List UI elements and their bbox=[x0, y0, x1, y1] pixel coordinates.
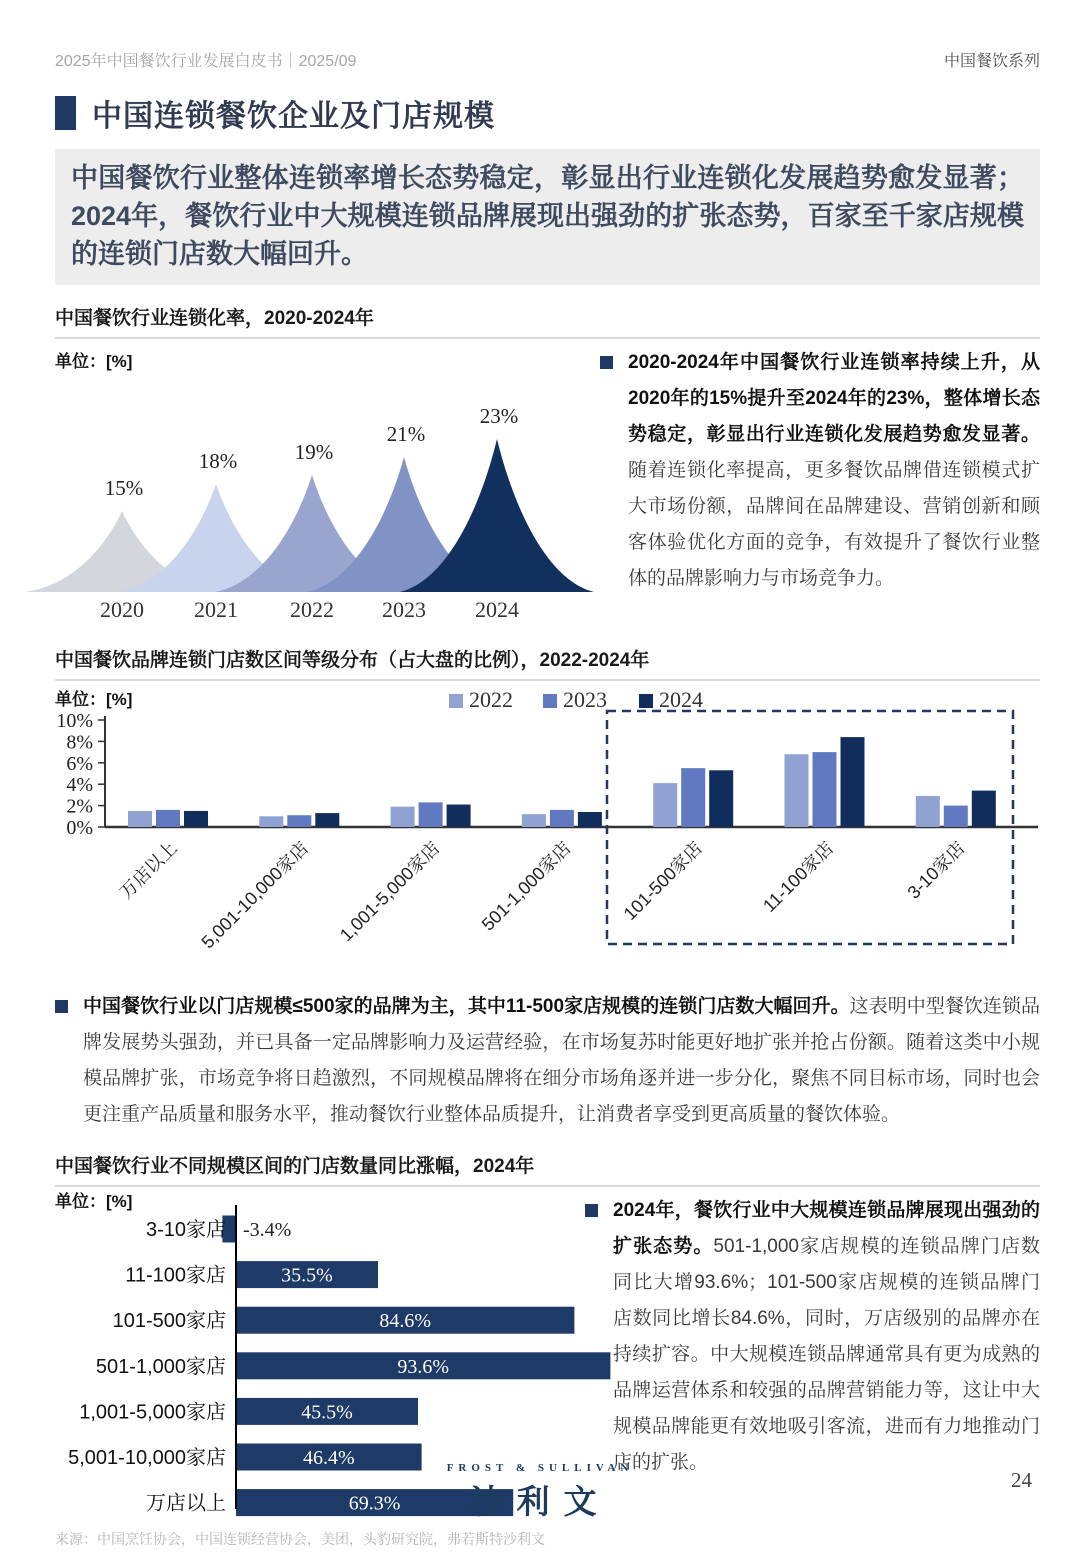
bar-2023-1,001-5,000家店 bbox=[419, 802, 443, 827]
page-footer bbox=[0, 1462, 1080, 1523]
bar-2022-501-1,000家店 bbox=[522, 814, 546, 827]
chart3-title: 中国餐饮行业不同规模区间的门店数量同比涨幅，2024年 bbox=[55, 1151, 1040, 1187]
paragraph-bold: 中国餐饮行业以门店规模≤500家的品牌为主，其中11-500家店规模的连锁门店数大幅回升。 bbox=[83, 996, 850, 1017]
source-line: 来源：中国烹饪协会，中国连锁经营协会，美团，头豹研究院，弗若斯特沙利文 bbox=[55, 1531, 545, 1547]
insight2-bold: 2024年，餐饮行业中大规模连锁品牌展现出强劲的扩张态势。 bbox=[613, 1200, 1040, 1257]
distribution-chart-svg bbox=[45, 681, 1045, 973]
chart2-category-label: 11-100家店 bbox=[759, 837, 838, 916]
chart1-row bbox=[55, 339, 1040, 627]
hbar-value-label: 84.6% bbox=[379, 1310, 432, 1333]
legend-label-2024: 2024 bbox=[659, 687, 703, 712]
triangle-value-label: 21% bbox=[386, 422, 426, 446]
chart1-title: 中国餐饮行业连锁化率，2020-2024年 bbox=[55, 303, 1040, 339]
chart2-category-label: 1,001-5,000家店 bbox=[335, 837, 444, 946]
chart1-unit-label: 单位：[%] bbox=[55, 352, 133, 371]
header-right-text: 中国餐饮系列 bbox=[943, 53, 1040, 70]
logo-main-text: 沙利文 bbox=[469, 1483, 611, 1520]
chart2-category-label: 万店以上 bbox=[115, 837, 181, 903]
bar-2022-1,001-5,000家店 bbox=[391, 807, 415, 827]
chart2-category-label: 3-10家店 bbox=[903, 837, 969, 903]
bar-2024-501-1,000家店 bbox=[578, 812, 602, 827]
bar-2022-3-10家店 bbox=[916, 796, 940, 827]
bar-2022-101-500家店 bbox=[653, 783, 677, 827]
title-marker-square bbox=[55, 96, 76, 130]
chart1-x-axis-label: 2023 bbox=[382, 597, 426, 622]
chart1-x-axis-label: 2022 bbox=[290, 597, 334, 622]
y-tick-label: 8% bbox=[66, 731, 93, 754]
bar-2023-101-500家店 bbox=[681, 768, 705, 827]
hbar-value-label: 46.4% bbox=[302, 1447, 355, 1469]
legend-swatch-2023 bbox=[543, 694, 557, 708]
bar-2022-11-100家店 bbox=[785, 754, 809, 827]
y-tick-label: 6% bbox=[66, 752, 93, 775]
chart3-category-label: 1,001-5,000家店 bbox=[79, 1401, 226, 1424]
chart1-x-axis-label: 2020 bbox=[100, 597, 144, 622]
title-row bbox=[55, 91, 1040, 135]
page-number: 24 bbox=[1011, 1468, 1032, 1492]
insight1-normal: 随着连锁化率提高，更多餐饮品牌借连锁模式扩大市场份额，品牌间在品牌建设、营销创新和顾客体验优化方面的竞争，有效提升了餐饮行业整体的品牌影响力与市场竞争力。 bbox=[628, 460, 1040, 589]
bar-2024-1,001-5,000家店 bbox=[447, 805, 471, 827]
bar-2023-11-100家店 bbox=[813, 752, 837, 827]
chart3-category-label: 3-10家店 bbox=[145, 1219, 226, 1241]
chain-rate-chart bbox=[55, 339, 600, 627]
y-tick-label: 10% bbox=[56, 710, 93, 732]
bar-2024-万店以上 bbox=[184, 811, 208, 827]
insight-block-2 bbox=[585, 1193, 1040, 1481]
insight-block-1 bbox=[600, 345, 1040, 597]
triangle-value-label: 23% bbox=[479, 404, 519, 428]
hbar-value-label: 69.3% bbox=[348, 1492, 401, 1515]
chart1-x-axis-label: 2024 bbox=[475, 597, 519, 622]
paragraph-block bbox=[55, 989, 1040, 1133]
bar-2022-5,001-10,000家店 bbox=[259, 816, 283, 827]
header-left-text: 2025年中国餐饮行业发展白皮书｜2025/09 bbox=[55, 53, 357, 70]
legend-swatch-2022 bbox=[449, 694, 463, 708]
bar-2023-万店以上 bbox=[156, 810, 180, 827]
chart3-category-label: 501-1,000家店 bbox=[95, 1355, 226, 1378]
chart3-category-label: 101-500家店 bbox=[112, 1310, 226, 1333]
chart2-title: 中国餐饮品牌连锁门店数区间等级分布（占大盘的比例），2022-2024年 bbox=[55, 645, 1040, 681]
insight-text-1 bbox=[628, 345, 1040, 597]
legend-label-2022: 2022 bbox=[469, 687, 513, 712]
chart2-category-label: 501-1,000家店 bbox=[477, 837, 575, 935]
chart1-x-axis-label: 2021 bbox=[194, 597, 238, 622]
hbar-value-label: -3.4% bbox=[243, 1219, 292, 1241]
y-tick-label: 4% bbox=[66, 774, 93, 797]
paragraph-normal: 这表明中型餐饮连锁品牌发展势头强劲，并已具备一定品牌影响力及运营经验，在市场复苏时能更好地扩张并抢占份额。随着这类中小规模品牌扩张，市场竞争将日趋激烈，不同规模品牌将在细分市场角逐并进一步分化，聚焦不同目标市场，同时也会更注重产品质量和服务水平，推动餐饮行业整体品质提升，让消费者享受到更高质量的餐饮体验。 bbox=[83, 996, 1040, 1125]
bar-2023-3-10家店 bbox=[944, 806, 968, 827]
y-tick-label: 0% bbox=[66, 817, 93, 839]
bullet-square-icon bbox=[55, 1000, 68, 1013]
insight1-bold: 2020-2024年中国餐饮行业连锁率持续上升，从2020年的15%提升至2024年的23%，整体增长态势稳定，彰显出行业连锁化发展趋势愈发显著。 bbox=[628, 352, 1040, 445]
chart3-category-label: 5,001-10,000家店 bbox=[68, 1447, 226, 1469]
chart2-category-label: 5,001-10,000家店 bbox=[197, 837, 313, 953]
summary-box: 中国餐饮行业整体连锁率增长态势稳定，彰显出行业连锁化发展趋势愈发显著；2024年，餐饮行业中大规模连锁品牌展现出强劲的扩张态势，百家至千家店规模的连锁门店数大幅回升。 bbox=[55, 149, 1040, 285]
legend-swatch-2024 bbox=[639, 694, 653, 708]
y-tick-label: 2% bbox=[66, 795, 93, 818]
chart3-category-label: 11-100家店 bbox=[125, 1264, 226, 1287]
bar-2022-万店以上 bbox=[128, 811, 152, 827]
chart2-category-label: 101-500家店 bbox=[619, 837, 707, 924]
bullet-square-icon bbox=[600, 356, 613, 369]
triangle-value-label: 19% bbox=[294, 440, 334, 464]
page-title: 中国连锁餐饮企业及门店规模 bbox=[92, 100, 495, 133]
bar-2024-101-500家店 bbox=[709, 770, 733, 827]
frost-sullivan-logo bbox=[0, 1462, 1080, 1523]
bar-2024-11-100家店 bbox=[841, 737, 865, 827]
hbar-value-label: 45.5% bbox=[301, 1401, 353, 1424]
bar-2024-5,001-10,000家店 bbox=[315, 813, 339, 827]
insight-text-2 bbox=[613, 1193, 1040, 1481]
triangle-value-label: 18% bbox=[198, 449, 238, 473]
distribution-chart bbox=[55, 681, 1040, 973]
hbar-value-label: 93.6% bbox=[397, 1355, 450, 1378]
chart2-unit-label: 单位：[%] bbox=[55, 690, 133, 709]
bar-2024-3-10家店 bbox=[972, 791, 996, 827]
legend-label-2023: 2023 bbox=[563, 687, 607, 712]
triangle-value-label: 15% bbox=[104, 476, 144, 500]
paragraph-text bbox=[83, 989, 1040, 1133]
bar-2023-5,001-10,000家店 bbox=[287, 815, 311, 827]
bar-2023-501-1,000家店 bbox=[550, 810, 574, 827]
chart3-category-label: 万店以上 bbox=[146, 1492, 226, 1515]
hbar-value-label: 35.5% bbox=[281, 1264, 333, 1287]
page-header bbox=[55, 0, 1040, 71]
chart3-unit-label: 单位：[%] bbox=[55, 1192, 133, 1211]
insight2-normal: 501-1,000家店规模的连锁品牌门店数同比大增93.6%；101-500家店规模的连锁品牌门店数同比增长84.6%，同时，万店级别的品牌亦在持续扩容。中大规模连锁品牌通常具有更为成熟的品牌运营体系和较强的品牌营销能力等，这让中大规模品牌能更有效地吸引客流，进而有力地推动门店的扩张。 bbox=[613, 1236, 1040, 1473]
chain-rate-chart-svg bbox=[55, 357, 595, 627]
logo-top-text: FROST & SULLIVAN bbox=[446, 1462, 634, 1474]
